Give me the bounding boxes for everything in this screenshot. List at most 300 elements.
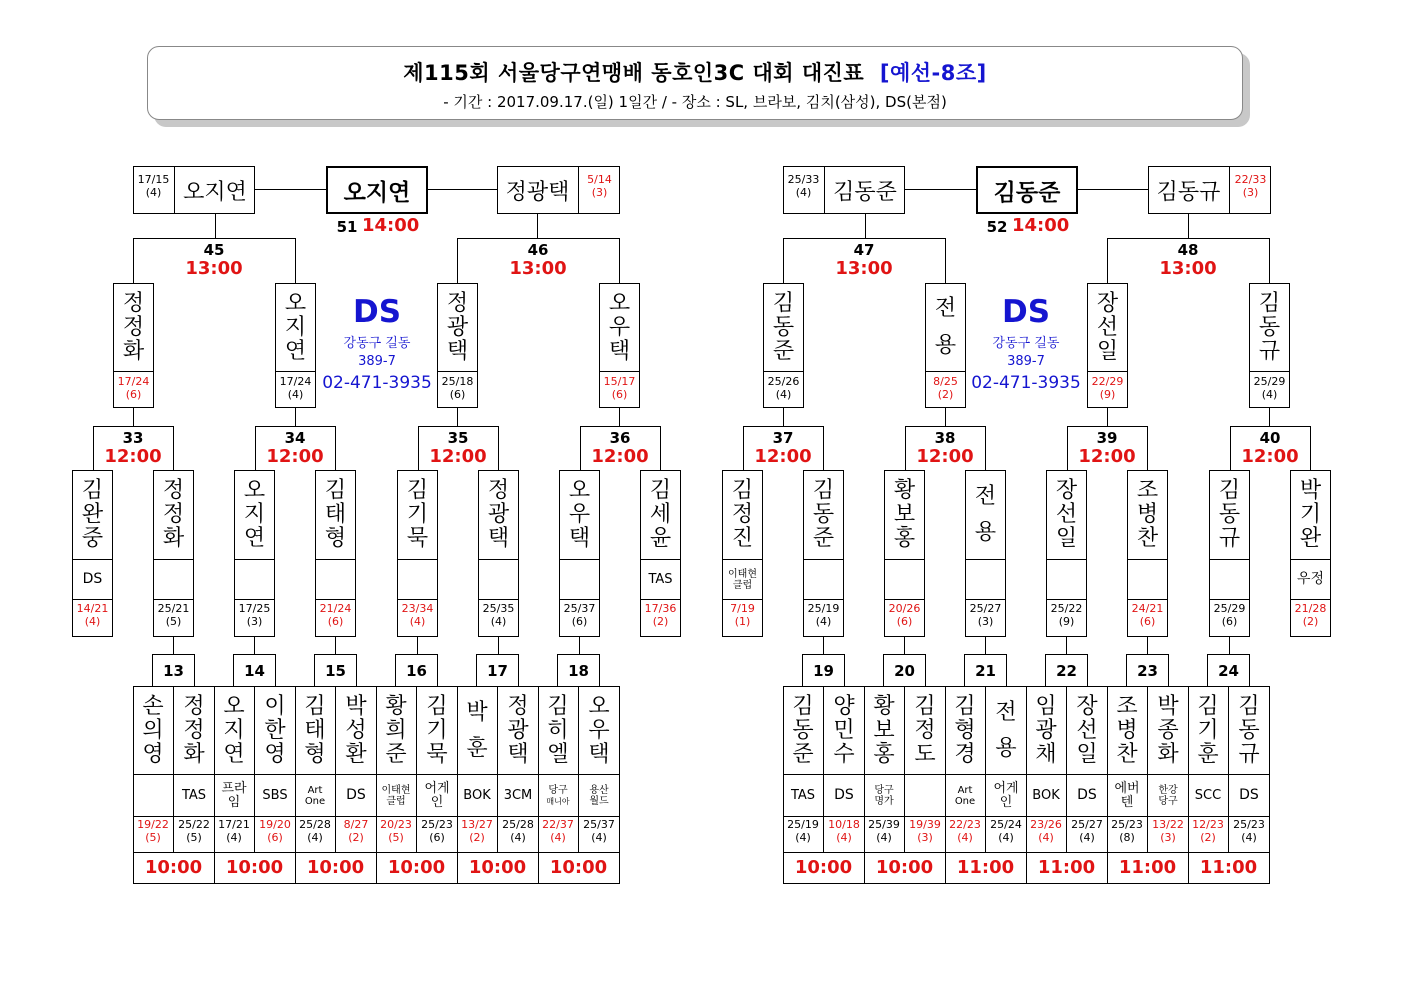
player-name: 장 선 일 (1076, 694, 1098, 767)
player-rank: (4) (84, 615, 101, 628)
player-name: 양 민 수 (833, 694, 855, 767)
player-score-cell (1046, 602, 1087, 630)
player-name: 김 히 엘 (547, 694, 569, 767)
player-score: 25/23 (1111, 818, 1143, 831)
connector-line (275, 371, 316, 372)
player-score: 25/24 (990, 818, 1022, 831)
match-time: 14:00 (1012, 215, 1070, 236)
match-time: 10:00 (306, 857, 365, 878)
player-affiliation (1046, 560, 1087, 599)
connector-line (985, 637, 986, 655)
player-name: 전 용 (974, 483, 997, 546)
player-affiliation: TAS (648, 571, 673, 587)
player-name: 김 태 형 (324, 478, 347, 551)
match-time: 11:00 (1037, 857, 1096, 878)
player-name: 오 지 연 (284, 290, 307, 364)
player-affiliation (234, 560, 275, 599)
player-rank: (4) (550, 831, 566, 844)
player-rank: (3) (1160, 831, 1176, 844)
connector-line (965, 599, 1006, 600)
player-affiliation: 어게 인 (993, 780, 1019, 810)
player-score-cell (498, 818, 538, 846)
player-rank: (4) (775, 388, 792, 401)
player-score-cell (1087, 375, 1128, 403)
match-time: 10:00 (549, 857, 608, 878)
player-score-cell (315, 602, 356, 630)
match-number: 15 (314, 654, 357, 686)
player-rank: (2) (1200, 831, 1216, 844)
player-rank: (6) (1221, 615, 1238, 628)
player-name: 장 선 일 (1096, 290, 1119, 364)
player-name: 김 동 준 (812, 478, 835, 551)
venue-address: 강동구 길동 (992, 336, 1060, 351)
player-rank: (6) (571, 615, 588, 628)
connector-line (1209, 599, 1250, 600)
venue-address: 강동구 길동 (343, 336, 411, 351)
player-score: 21/28 (1294, 602, 1327, 615)
player-name: 김 기 훈 (1197, 694, 1219, 767)
player-name: 오 지 연 (243, 478, 266, 551)
match-number: 18 (557, 654, 600, 686)
player-score: 19/22 (137, 818, 169, 831)
connector-line (1107, 238, 1108, 284)
player-score: 21/24 (319, 602, 352, 615)
connector-line (295, 816, 377, 817)
player-affiliation: 이태현 클럽 (381, 784, 411, 807)
player-score-cell (599, 375, 640, 403)
player-affiliation: 한강 당구 (1158, 784, 1178, 807)
player-name: 김 세 윤 (649, 478, 672, 551)
player-score: 25/28 (299, 818, 331, 831)
player-affiliation (153, 560, 194, 599)
player-affiliation: 에버 텐 (1114, 780, 1140, 810)
player-name: 김 동 규 (1238, 694, 1260, 767)
player-affiliation: TAS (790, 787, 816, 803)
player-rank: (4) (795, 831, 811, 844)
match-time: 13:00 (185, 258, 243, 279)
player-score-cell (945, 818, 985, 846)
player-score: 25/23 (421, 818, 453, 831)
player-rank: (6) (896, 615, 913, 628)
player-score-cell (1148, 818, 1188, 846)
player-rank: (4) (1241, 831, 1257, 844)
match-number: 46 (527, 241, 549, 259)
player-affiliation: BOK (1032, 787, 1060, 803)
connector-line (295, 408, 296, 427)
player-name: 정 정 화 (183, 694, 205, 767)
match-time: 12:00 (429, 446, 487, 467)
player-affiliation (1209, 560, 1250, 599)
connector-line (1229, 637, 1230, 655)
player-score: 20/26 (888, 602, 921, 615)
player-name: 정 정 화 (122, 290, 145, 364)
connector-line (823, 637, 824, 655)
player-score-cell (478, 602, 519, 630)
player-affiliation: SBS (262, 787, 288, 803)
player-score-cell (174, 818, 214, 846)
player-score-cell (965, 602, 1006, 630)
player-score-cell (783, 173, 824, 203)
connector-line (945, 816, 1027, 817)
connector-line (376, 816, 458, 817)
connector-line (437, 371, 478, 372)
player-rank: (4) (145, 186, 162, 199)
connector-line (1249, 371, 1290, 372)
connector-line (1107, 408, 1108, 427)
player-score: 25/29 (1213, 602, 1246, 615)
venue-address: 389-7 (358, 354, 396, 369)
player-rank: (4) (998, 831, 1014, 844)
player-score-cell (457, 818, 497, 846)
player-score: 24/21 (1131, 602, 1164, 615)
connector-line (335, 637, 336, 655)
player-rank: (3) (977, 615, 994, 628)
player-score-cell (397, 602, 438, 630)
player-affiliation: DS (82, 571, 103, 587)
player-affiliation (397, 560, 438, 599)
player-name: 정 광 택 (487, 478, 510, 551)
player-score: 5/14 (587, 173, 612, 186)
player-name: 김 기 묵 (406, 478, 429, 551)
player-affiliation (905, 775, 945, 816)
connector-line (457, 238, 458, 284)
connector-line (763, 371, 804, 372)
player-name: 김동규 (1156, 179, 1221, 205)
player-score: 15/17 (603, 375, 636, 388)
player-name: 김 태 형 (304, 694, 326, 767)
connector-line (133, 816, 215, 817)
connector-line (295, 238, 296, 284)
player-score: 7/19 (730, 602, 755, 615)
player-name: 오 우 택 (608, 290, 631, 364)
player-name: 정 정 화 (162, 478, 185, 551)
player-affiliation: 프라 임 (221, 780, 247, 810)
match-time: 10:00 (875, 857, 934, 878)
match-number: 23 (1126, 654, 1169, 686)
player-score: 12/23 (1192, 818, 1224, 831)
player-affiliation: DS (346, 787, 366, 803)
title-line (148, 57, 1242, 87)
match-number: 48 (1177, 241, 1199, 259)
connector-line (315, 599, 356, 600)
connector-line (640, 599, 681, 600)
player-score-cell (1107, 818, 1147, 846)
final-winner: 오지연 (326, 166, 428, 214)
connector-line (905, 189, 977, 190)
match-number: 35 (447, 429, 469, 447)
match-number: 24 (1207, 654, 1250, 686)
player-name: 오 지 연 (223, 694, 245, 767)
connector-line (803, 599, 844, 600)
player-rank: (6) (1139, 615, 1156, 628)
player-rank: (6) (125, 388, 142, 401)
player-score-cell (255, 818, 295, 846)
match-time: 12:00 (1241, 446, 1299, 467)
player-rank: (1) (734, 615, 751, 628)
player-name: 김 동 준 (772, 290, 795, 364)
player-rank: (6) (327, 615, 344, 628)
connector-line (1147, 637, 1148, 655)
player-score-cell (1230, 173, 1271, 203)
match-number: 21 (964, 654, 1007, 686)
player-score-cell (763, 375, 804, 403)
player-affiliation (1127, 560, 1168, 599)
match-time: 12:00 (1078, 446, 1136, 467)
player-score: 19/20 (259, 818, 291, 831)
player-affiliation: 당구 명가 (874, 784, 894, 807)
player-name: 황 보 홍 (893, 478, 916, 551)
player-name: 김 형 경 (954, 694, 976, 767)
match-number: 14 (233, 654, 276, 686)
connector-line (457, 816, 539, 817)
page-subtitle: - 기간 : 2017.09.17.(일) 1일간 / - 장소 : SL, 브라보, 김치(삼성), DS(본점) (443, 93, 947, 111)
player-score-cell (234, 602, 275, 630)
connector-line (214, 816, 296, 817)
player-score: 17/24 (117, 375, 150, 388)
connector-line (783, 816, 865, 817)
player-rank: (2) (937, 388, 954, 401)
connector-line (133, 408, 134, 427)
player-name: 황 희 준 (385, 694, 407, 767)
connector-line (783, 238, 784, 284)
connector-line (537, 214, 538, 239)
player-name: 정광택 (505, 179, 570, 205)
connector-line (579, 637, 580, 655)
connector-line (1066, 637, 1067, 655)
player-score: 13/22 (1152, 818, 1184, 831)
player-score: 19/39 (909, 818, 941, 831)
connector-line (580, 426, 661, 427)
player-name: 김 기 묵 (426, 694, 448, 767)
match-number: 38 (934, 429, 956, 447)
player-score: 22/37 (542, 818, 574, 831)
connector-line (498, 637, 499, 655)
player-score: 23/34 (401, 602, 434, 615)
player-rank: (3) (246, 615, 263, 628)
player-affiliation (133, 775, 173, 816)
connector-line (254, 637, 255, 655)
match-number: 20 (883, 654, 926, 686)
player-name: 김동준 (833, 179, 897, 205)
player-affiliation: 이태현 클럽 (728, 568, 757, 591)
player-affiliation (478, 560, 519, 599)
player-rank: (4) (815, 615, 832, 628)
player-score: 25/37 (583, 818, 615, 831)
player-affiliation: DS (1239, 787, 1259, 803)
connector-line (1188, 816, 1270, 817)
player-name: 장 선 일 (1055, 478, 1078, 551)
match-number: 22 (1045, 654, 1088, 686)
player-score: 25/23 (1233, 818, 1265, 831)
player-rank: (4) (226, 831, 242, 844)
player-name: 정 광 택 (446, 290, 469, 364)
player-rank: (2) (348, 831, 364, 844)
player-affiliation (559, 560, 600, 599)
match-number: 33 (122, 429, 144, 447)
player-score: 20/23 (380, 818, 412, 831)
player-rank: (4) (876, 831, 892, 844)
player-score: 22/29 (1091, 375, 1124, 388)
player-score-cell (559, 602, 600, 630)
connector-line (925, 371, 966, 372)
player-score-cell (1249, 375, 1290, 403)
match-time: 14:00 (362, 215, 420, 236)
connector-line (1087, 371, 1128, 372)
player-name: 조 병 찬 (1116, 694, 1138, 767)
player-name: 박 기 완 (1299, 478, 1322, 551)
venue-name: DS (352, 294, 402, 330)
connector-line (945, 408, 946, 427)
player-score: 25/27 (1071, 818, 1103, 831)
connector-line (1107, 816, 1189, 817)
player-score-cell (417, 818, 457, 846)
player-affiliation (884, 560, 925, 599)
player-rank: (6) (267, 831, 283, 844)
player-affiliation: BOK (463, 787, 491, 803)
player-score-cell (1229, 818, 1269, 846)
venue-name: DS (1001, 294, 1051, 330)
match-time: 11:00 (956, 857, 1015, 878)
player-score-cell (905, 818, 945, 846)
player-name: 박 성 환 (345, 694, 367, 767)
match-number: 51 (336, 218, 358, 236)
player-name: 김 동 준 (792, 694, 814, 767)
player-score-cell (1127, 602, 1168, 630)
player-score: 10/18 (828, 818, 860, 831)
connector-line (1127, 599, 1168, 600)
match-time: 13:00 (509, 258, 567, 279)
player-name: 황 보 홍 (873, 694, 895, 767)
player-score-cell (579, 818, 619, 846)
connector-line (884, 599, 925, 600)
player-score-cell (72, 602, 113, 630)
player-score-cell (1209, 602, 1250, 630)
player-score-cell (336, 818, 376, 846)
match-number: 47 (853, 241, 875, 259)
player-score: 25/27 (969, 602, 1002, 615)
player-rank: (4) (287, 388, 304, 401)
match-time: 12:00 (916, 446, 974, 467)
player-name: 오지연 (183, 179, 247, 205)
player-affiliation: 우정 (1296, 571, 1325, 587)
player-score-cell (579, 173, 620, 203)
connector-line (1077, 189, 1149, 190)
connector-line (133, 238, 134, 284)
player-name: 박 훈 (466, 699, 488, 762)
match-time: 11:00 (1118, 857, 1177, 878)
connector-line (1026, 816, 1108, 817)
player-score-cell (722, 602, 763, 630)
player-score: 25/18 (441, 375, 474, 388)
connector-line (904, 637, 905, 655)
connector-line (538, 816, 620, 817)
connector-line (255, 189, 327, 190)
player-name: 김 동 규 (1258, 290, 1281, 364)
player-affiliation: Art One (954, 784, 976, 807)
player-score: 25/21 (157, 602, 190, 615)
connector-line (1230, 426, 1311, 427)
player-score: 25/35 (482, 602, 515, 615)
player-score: 13/27 (461, 818, 493, 831)
group-label: [예선-8조] (879, 61, 987, 85)
match-number: 17 (476, 654, 519, 686)
match-number: 36 (609, 429, 631, 447)
connector-line (599, 371, 640, 372)
player-score-cell (133, 173, 174, 203)
player-score-cell (1290, 602, 1331, 630)
player-affiliation: 당구 매니아 (546, 784, 570, 806)
player-rank: (6) (611, 388, 628, 401)
player-score-cell (153, 602, 194, 630)
player-score-cell (783, 818, 823, 846)
player-rank: (5) (145, 831, 161, 844)
player-name: 박 종 화 (1157, 694, 1179, 767)
player-affiliation: DS (1077, 787, 1097, 803)
connector-line (1046, 599, 1087, 600)
connector-line (153, 599, 194, 600)
connector-line (945, 238, 946, 284)
player-score-cell (275, 375, 316, 403)
player-score-cell (437, 375, 478, 403)
player-name: 조 병 찬 (1136, 478, 1159, 551)
player-name: 정 광 택 (507, 694, 529, 767)
player-score-cell (113, 375, 154, 403)
player-affiliation: 3CM (503, 787, 533, 803)
player-rank: (4) (510, 831, 526, 844)
player-name: 전 용 (934, 296, 957, 358)
connector-line (1269, 238, 1270, 284)
player-rank: (4) (1079, 831, 1095, 844)
page-title: 제115회 서울당구연맹배 동호인3C 대회 대진표 (403, 61, 865, 85)
venue-phone: 02-471-3935 (322, 373, 432, 393)
player-score: 22/23 (949, 818, 981, 831)
match-number: 19 (802, 654, 845, 686)
player-rank: (5) (165, 615, 182, 628)
player-rank: (2) (652, 615, 669, 628)
player-score: 14/21 (76, 602, 109, 615)
player-rank: (4) (409, 615, 426, 628)
player-score: 8/27 (343, 818, 369, 831)
player-score: 25/26 (767, 375, 800, 388)
player-rank: (2) (469, 831, 485, 844)
player-score-cell (884, 602, 925, 630)
player-name: 전 용 (995, 699, 1017, 762)
connector-line (173, 637, 174, 655)
player-name: 오 우 택 (588, 694, 610, 767)
match-number: 40 (1259, 429, 1281, 447)
player-score-cell (295, 818, 335, 846)
connector-line (417, 637, 418, 655)
player-score: 25/29 (1253, 375, 1286, 388)
player-score-cell (803, 602, 844, 630)
player-rank: (3) (917, 831, 933, 844)
player-rank: (8) (1119, 831, 1135, 844)
connector-line (457, 408, 458, 427)
connector-line (397, 599, 438, 600)
match-time: 12:00 (591, 446, 649, 467)
match-number: 39 (1096, 429, 1118, 447)
player-name: 손 의 영 (142, 694, 164, 767)
player-name: 김 동 규 (1218, 478, 1241, 551)
player-score-cell (538, 818, 578, 846)
player-affiliation: TAS (181, 787, 207, 803)
player-name: 이 한 영 (264, 694, 286, 767)
match-time: 10:00 (468, 857, 527, 878)
header-panel (147, 46, 1243, 120)
venue-phone: 02-471-3935 (971, 373, 1081, 393)
player-rank: (4) (307, 831, 323, 844)
connector-line (234, 599, 275, 600)
